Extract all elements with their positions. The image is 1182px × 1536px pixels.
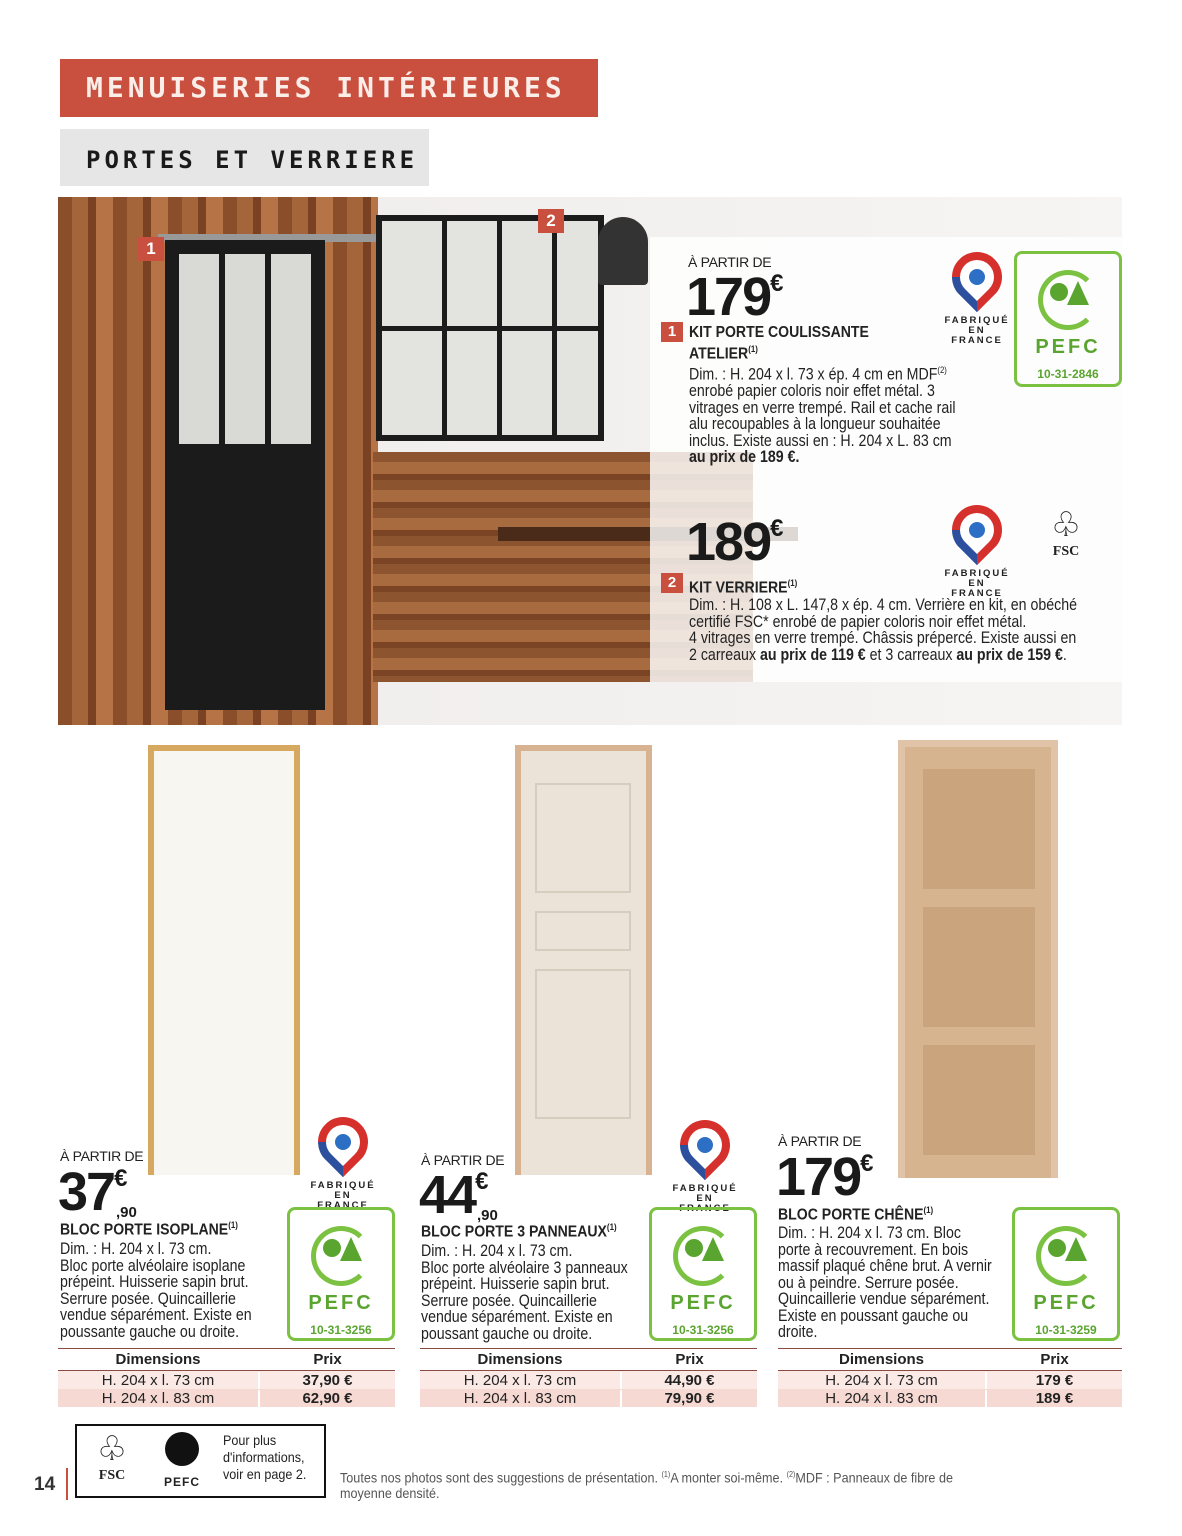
col-dimensions: Dimensions — [838, 1351, 925, 1368]
fsc-logo: ♧ FSC — [1036, 506, 1096, 560]
pendant-lamp — [598, 217, 648, 285]
pefc-logo: PEFC 10-31-3259 — [1012, 1207, 1120, 1341]
product-description: Dim. : H. 204 x l. 73 cm. Bloc porte alvéolaire isoplane prépeint. Huisserie sapin brut. Serrure posée. Quincaillerie vendue séparément. Existe en poussante gauche ou droite. — [60, 1240, 252, 1341]
trees-icon — [1036, 1226, 1096, 1286]
price-table — [778, 1348, 1122, 1407]
pefc-logo: PEFC 10-31-3256 — [649, 1207, 757, 1341]
section-title: MENUISERIES INTÉRIEURES — [60, 59, 598, 117]
trees-icon — [673, 1226, 733, 1286]
col-dimensions: Dimensions — [477, 1351, 563, 1368]
product-title: BLOC PORTE 3 PANNEAUX$^{(1)}$ — [421, 1222, 617, 1241]
sliding-door — [165, 240, 325, 710]
trees-icon — [1038, 270, 1098, 330]
product-description: Dim. : H. 204 x l. 73 cm. Bloc porte à recouvrement. En bois massif plaqué chêne brut. A vernir ou à peindre. Serrure posée. Quincaillerie vendue séparément. Existe en poussant gauche ou droite. — [778, 1224, 992, 1341]
marker-2: 2 — [538, 209, 564, 233]
price: 179€ — [686, 267, 784, 327]
price: 37€ ,90 — [58, 1162, 137, 1222]
map-pin-icon — [942, 242, 1013, 313]
fsc-tree-icon: ♧ — [1050, 505, 1082, 545]
col-price: Prix — [258, 1351, 395, 1368]
product-title: BLOC PORTE ISOPLANE$^{(1)}$ — [60, 1220, 238, 1239]
pefc-logo: PEFC 10-31-3256 — [287, 1207, 395, 1341]
price-table — [420, 1348, 757, 1407]
table-row: H. 204 x l. 83 cm 79,90 € — [420, 1389, 757, 1407]
made-in-france-logo: FABRIQUÉ EN FRANCE — [942, 505, 1012, 599]
oak-door-photo — [898, 740, 1058, 1178]
isoplane-door-photo — [148, 745, 300, 1175]
map-pin-icon — [308, 1107, 379, 1178]
price: 189€ — [686, 512, 784, 572]
from-label: À PARTIR DE — [688, 254, 772, 270]
subsection-title: PORTES ET VERRIERE — [60, 129, 429, 186]
fsc-logo: ♧ FSC — [87, 1430, 137, 1484]
footnotes: Toutes nos photos sont des suggestions de présentation. $^{(1)}$A monter soi-même. $^{(2)}$MDF : Panneaux de fibre de moyenne densité. — [340, 1469, 953, 1501]
price-table — [58, 1348, 395, 1407]
price: 179€ — [776, 1147, 874, 1207]
product-description: Dim. : H. 204 x l. 73 cm. Bloc porte alvéolaire 3 panneaux prépeint. Huisserie sapin brut. Serrure posée. Quincaillerie vendue séparément. Existe en poussant gauche ou droite. — [421, 1242, 628, 1343]
made-in-france-logo: FABRIQUÉ EN FRANCE — [670, 1120, 740, 1214]
product-title: KIT VERRIERE$^{(1)}$ — [689, 578, 798, 597]
certification-box — [75, 1424, 326, 1498]
product-title: BLOC PORTE CHÊNE$^{(1)}$ — [778, 1205, 934, 1224]
col-dimensions: Dimensions — [115, 1351, 201, 1368]
product-description: Dim. : H. 204 x l. 73 x ép. 4 cm en MDF$^{(2)}$ enrobé papier coloris noir effet métal. 3 vitrages en verre trempé. Rail et cache rail alu recoupables à la longueur souhaitée inclus. Existe aussi en : H. 204 x L. 83 cm au prix de 189 €. — [689, 365, 956, 466]
product-title: KIT PORTE COULISSANTE ATELIER$^{(1)}$ — [689, 324, 869, 363]
price: 44€ ,90 — [419, 1165, 498, 1225]
product-number: 1 — [661, 322, 683, 342]
pefc-logo: PEFC 10-31-2846 — [1014, 251, 1122, 387]
map-pin-icon — [942, 495, 1013, 566]
from-label: À PARTIR DE — [421, 1152, 505, 1168]
from-label: À PARTIR DE — [778, 1133, 862, 1149]
glass-partition — [376, 215, 604, 441]
trees-icon — [311, 1226, 371, 1286]
panel-door-photo — [515, 745, 652, 1175]
map-pin-icon — [670, 1110, 741, 1181]
marker-1: 1 — [138, 237, 164, 261]
pefc-trees-icon — [165, 1432, 199, 1466]
page-divider — [66, 1468, 68, 1500]
col-price: Prix — [985, 1351, 1122, 1368]
table-row: H. 204 x l. 73 cm 179 € — [778, 1371, 1122, 1389]
page-number: 14 — [34, 1474, 56, 1495]
made-in-france-logo: FABRIQUÉ EN FRANCE — [942, 252, 1012, 346]
from-label: À PARTIR DE — [60, 1148, 144, 1164]
table-row: H. 204 x l. 73 cm 37,90 € — [58, 1371, 395, 1389]
made-in-france-logo: FABRIQUÉ EN FRANCE — [308, 1117, 378, 1211]
product-number: 2 — [661, 573, 683, 593]
col-price: Prix — [620, 1351, 757, 1368]
table-row: H. 204 x l. 83 cm 62,90 € — [58, 1389, 395, 1407]
info-text: Pour plus d'informations, voir en page 2. — [223, 1432, 307, 1482]
product-description: Dim. : H. 108 x L. 147,8 x ép. 4 cm. Verrière en kit, en obéché certifié FSC* enrobé de papier coloris noir effet métal. 4 vitrages en verre trempé. Châssis prépercé. Existe aussi en 2 carreaux au prix de 119 € et 3 carreaux au prix de 159 €. — [689, 596, 1078, 664]
table-row: H. 204 x l. 83 cm 189 € — [778, 1389, 1122, 1407]
table-row: H. 204 x l. 73 cm 44,90 € — [420, 1371, 757, 1389]
pefc-logo: PEFC — [157, 1432, 207, 1489]
fsc-tree-icon: ♧ — [96, 1429, 128, 1469]
